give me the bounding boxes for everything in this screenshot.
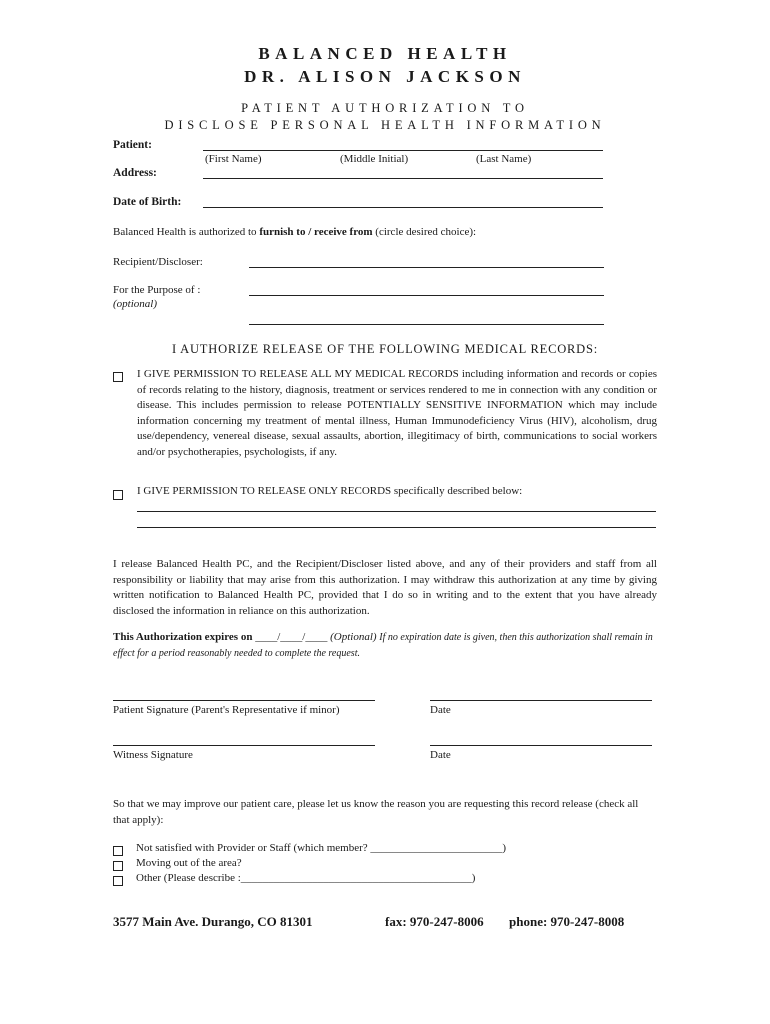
- purpose-line-2[interactable]: [249, 324, 604, 325]
- patient-signature-line[interactable]: [113, 700, 375, 701]
- purpose-label: For the Purpose of :: [113, 284, 201, 296]
- expiration-label: This Authorization expires on: [113, 631, 253, 643]
- recipient-label: Recipient/Discloser:: [113, 256, 203, 268]
- address-label: Address:: [113, 167, 157, 179]
- release-heading: I AUTHORIZE RELEASE OF THE FOLLOWING MEDICAL RECORDS:: [171, 342, 599, 356]
- purpose-line-1[interactable]: [249, 295, 604, 296]
- date-line-2[interactable]: [430, 745, 652, 746]
- address-line[interactable]: [203, 178, 603, 179]
- survey-other-checkbox[interactable]: [113, 876, 123, 886]
- survey-moving-checkbox[interactable]: [113, 861, 123, 871]
- date-caption-1: Date: [430, 704, 451, 716]
- dob-label: Date of Birth:: [113, 196, 182, 208]
- survey-not-satisfied-text: Not satisfied with Provider or Staff (which member? ________________________): [136, 842, 507, 854]
- release-all-text: I GIVE PERMISSION TO RELEASE ALL MY MEDICAL RECORDS including information and records or copies of records relating to the history, diagnosis, treatment or services rendered to me in connection with any condition or disease. This includes permission to release POTENTIALLY SENSITIVE INFORMATION which may include information concerning my treatment of mental illness, Human Immunodeficiency Virus (HIV), alcoholism, drug use/dependency, venereal disease, sexual assaults, abortion, illegitimacy of birth, communications to social workers and/or psychotherapies, psychologists, if any.: [137, 368, 657, 458]
- furnish-receive-choice[interactable]: furnish to / receive from: [259, 226, 373, 238]
- optional-label: (optional): [113, 298, 157, 310]
- first-name-caption: (First Name): [205, 153, 262, 165]
- form-title-line-1: PATIENT AUTHORIZATION TO: [241, 101, 529, 115]
- survey-other-text: Other (Please describe :__________________________________________): [136, 872, 476, 884]
- last-name-caption: (Last Name): [476, 153, 532, 165]
- patient-name-line[interactable]: [203, 150, 603, 151]
- form-title-line-2: DISCLOSE PERSONAL HEALTH INFORMATION: [164, 118, 606, 132]
- release-all-checkbox[interactable]: [113, 372, 123, 382]
- release-some-text: I GIVE PERMISSION TO RELEASE ONLY RECORDS specifically described below:: [137, 485, 523, 497]
- authorization-intro: Balanced Health is authorized to furnish to / receive from (circle desired choice):: [113, 226, 477, 238]
- expiration-optional: (Optional): [330, 631, 377, 643]
- date-line-1[interactable]: [430, 700, 652, 701]
- recipient-line[interactable]: [249, 267, 604, 268]
- expiration-note: If no expiration date is given, then this authorization shall remain in effect for a period reasonably needed to complete the request.: [113, 632, 653, 659]
- release-some-checkbox[interactable]: [113, 490, 123, 500]
- dob-line[interactable]: [203, 207, 603, 208]
- organization-name: BALANCED HEALTH: [258, 44, 512, 63]
- footer-phone: phone: 970-247-8008: [509, 914, 625, 929]
- witness-signature-line[interactable]: [113, 745, 375, 746]
- records-description-line-1[interactable]: [137, 511, 656, 512]
- footer-address: 3577 Main Ave. Durango, CO 81301: [113, 914, 313, 929]
- doctor-name: DR. ALISON JACKSON: [244, 67, 526, 86]
- survey-intro: So that we may improve our patient care, please let us know the reason you are requesting this record release (check all that apply):: [113, 798, 639, 826]
- date-caption-2: Date: [430, 749, 451, 761]
- middle-initial-caption: (Middle Initial): [340, 153, 409, 165]
- patient-signature-caption: Patient Signature (Parent's Representative if minor): [113, 704, 340, 716]
- witness-signature-caption: Witness Signature: [113, 749, 193, 761]
- survey-moving-text: Moving out of the area?: [136, 857, 242, 869]
- footer-fax: fax: 970-247-8006: [385, 914, 484, 929]
- patient-label: Patient:: [113, 139, 152, 151]
- expiration-date-blank[interactable]: ____/____/____: [255, 631, 328, 643]
- liability-release-paragraph: I release Balanced Health PC, and the Recipient/Discloser listed above, and any of their providers and staff from all responsibility or liability that may arise from this authorization. I may withdraw this authorization at any time by giving written notification to Balanced Health PC, provided that I do so in writing and to the extent that you have already disclosed the information in reliance on this authorization.: [113, 558, 657, 617]
- expiration-statement: [113, 630, 657, 661]
- survey-not-satisfied-checkbox[interactable]: [113, 846, 123, 856]
- records-description-line-2[interactable]: [137, 527, 656, 528]
